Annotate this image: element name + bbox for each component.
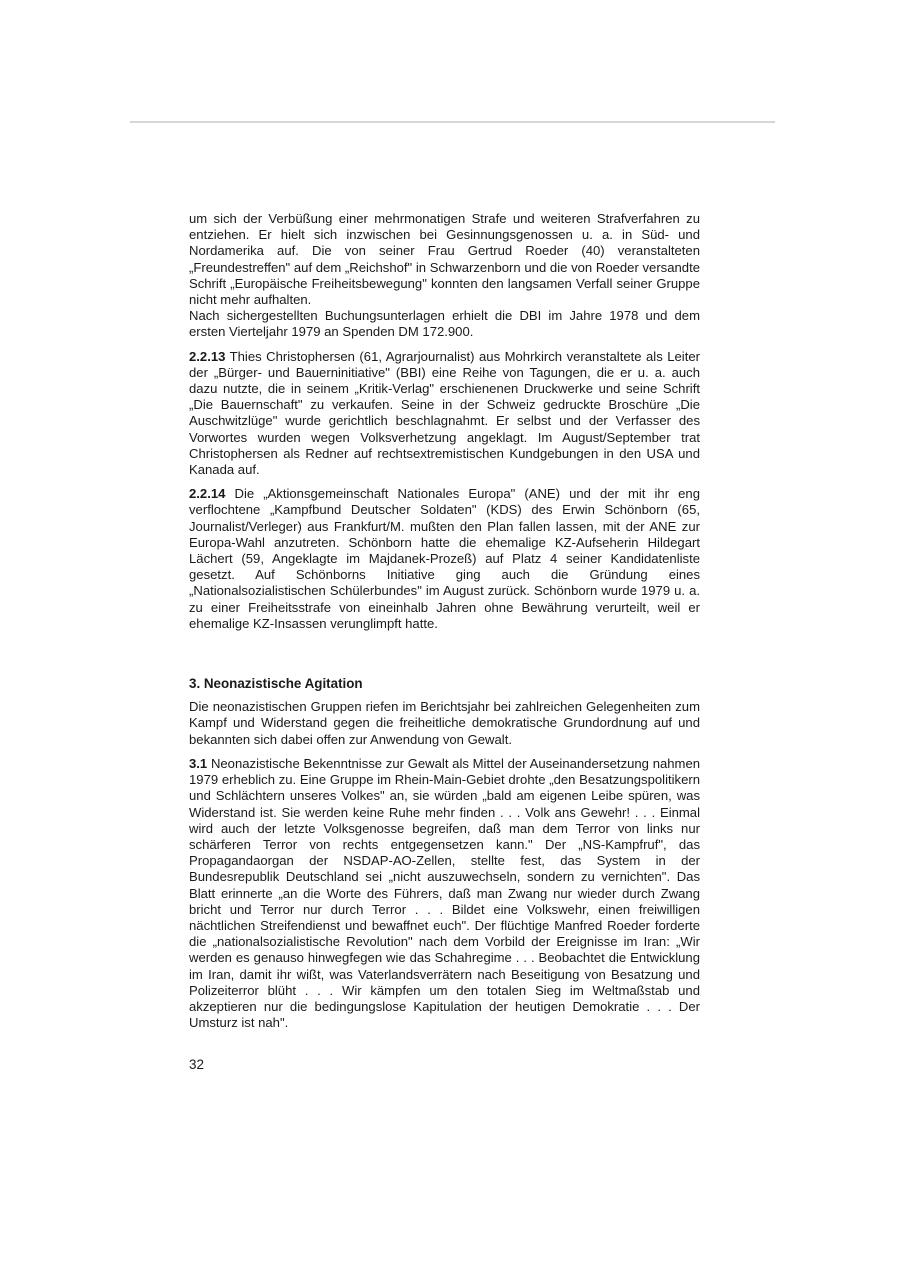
paragraph-roeder-continuation: um sich der Verbüßung einer mehrmonatigen Strafe und weiteren Strafverfahren zu entziehen. Er hielt sich inzwischen bei Gesinnungsgenossen u. a. in Süd- und Nordamerika auf. Die von seiner Frau Gertrud Roeder (40) veranstalteten „Freundestreffen" auf dem „Reichshof" in Schwarzenborn und die von Roeder versandte Schrift „Europäische Freiheitsbewegung" konnten den langsamen Verfall seiner Gruppe nicht mehr aufhalten. Nach sichergestellten Buchungsunterlagen erhielt die DBI im Jahre 1978 und dem ersten Vierteljahr 1979 an Spenden DM 172.900.	[189, 211, 700, 340]
section-number: 3.1	[189, 755, 208, 771]
section-intro: Die neonazistischen Gruppen riefen im Berichtsjahr bei zahlreichen Gelegenheiten zum Kampf und Widerstand gegen die freiheitliche demokratische Grundordnung auf und bekannten sich dabei offen zur Anwendung von Gewalt.	[189, 699, 700, 747]
section-text: Neonazistische Bekenntnisse zur Gewalt als Mittel der Auseinandersetzung nahmen 1979 erheblich zu. Eine Gruppe im Rhein-Main-Gebiet drohte „den Besatzungspolitikern und Schlächtern unseres Volkes" an, sie würden „bald am eigenen Leibe spüren, was Widerstand ist. Sie werden keine Ruhe mehr finden . . . Volk ans Gewehr! . . . Einmal wird auch der letzte Volksgenosse begreifen, daß man dem Terror von links nur schärferen Terror von rechts entgegensetzen kann." Der „NS-Kampfruf", das Propagandaorgan der NSDAP-AO-Zellen, stellte fest, das System in der Bundesrepublik Deutschland sei „nicht auszuwechseln, sondern zu vernichten". Das Blatt erinnerte „an die Worte des Führers, daß man Zwang nur wieder durch Zwang bricht und Terror nur durch Terror . . . Bildet eine Volkswehr, einen freiwilligen nächtlichen Streifendienst und bewaffnet euch". Der flüchtige Manfred Roeder forderte die „nationalsozialistische Revolution" nach dem Vorbild der Ereignisse im Iran: „Wir werden es genauso hinwegfegen wie das Schahregime . . . Beobachtet die Entwicklung im Iran, damit ihr wißt, was Vaterlandsverrätern nach Beseitigung von Besatzung und Polizeiterror blüht . . . Wir kämpfen um den totalen Sieg im Weltmaßstab und akzeptieren nur die bedingungslose Kapitulation der heutigen Demokratie . . . Der Umsturz ist nah".	[189, 755, 701, 1031]
header-rule	[130, 121, 775, 123]
section-heading: 3. Neonazistische Agitation	[189, 676, 363, 692]
section-number: 2.2.14	[189, 486, 226, 502]
document-body	[189, 211, 700, 1031]
section-text: Die „Aktionsgemeinschaft Nationales Europa" (ANE) und der mit ihr eng verflochtene „Kampfbund Deutscher Soldaten" (KDS) des Erwin Schönborn (65, Journalist/Verleger) aus Frankfurt/M. mußten den Plan fallen lassen, mit der ANE zur Europa-Wahl anzutreten. Schönborn hatte die ehemalige KZ-Aufseherin Hildegart Lächert (59, Angeklagte im Majdanek-Prozeß) auf Platz 4 seiner Kandidatenliste gesetzt. Auf Schönborns Initiative ging auch die Gründung eines „Nationalsozialistischen Schülerbundes" im August zurück. Schönborn wurde 1979 u. a. zu einer Freiheitsstrafe von eineinhalb Jahren ohne Bewährung verurteilt, weil er ehemalige KZ-Insassen verunglimpft hatte.	[189, 486, 700, 631]
section-2-2-13	[189, 349, 700, 479]
section-number: 2.2.13	[189, 348, 226, 364]
section-3-1	[189, 756, 700, 1031]
page-number: 32	[189, 1057, 205, 1072]
section-2-2-14	[189, 486, 700, 632]
section-text: Thies Christophersen (61, Agrarjournalist) aus Mohrkirch veranstaltete als Leiter der „Bürger- und Bauerninitiative" (BBI) eine Reihe von Tagungen, die er u. a. auch dazu nutzte, die in seinem „Kritik-Verlag" erschienenen Druckwerke und seine Schrift „Die Bauernschaft" zu verkaufen. Seine in der Schweiz gedruckte Broschüre „Die Auschwitzlüge" wurde gerichtlich beschlagnahmt. Er selbst und der Verfasser des Vorwortes wurden wegen Volksverhetzung angeklagt. Im August/September trat Christophersen als Redner auf rechtsextremistischen Kundgebungen in den USA und Kanada auf.	[189, 348, 700, 478]
